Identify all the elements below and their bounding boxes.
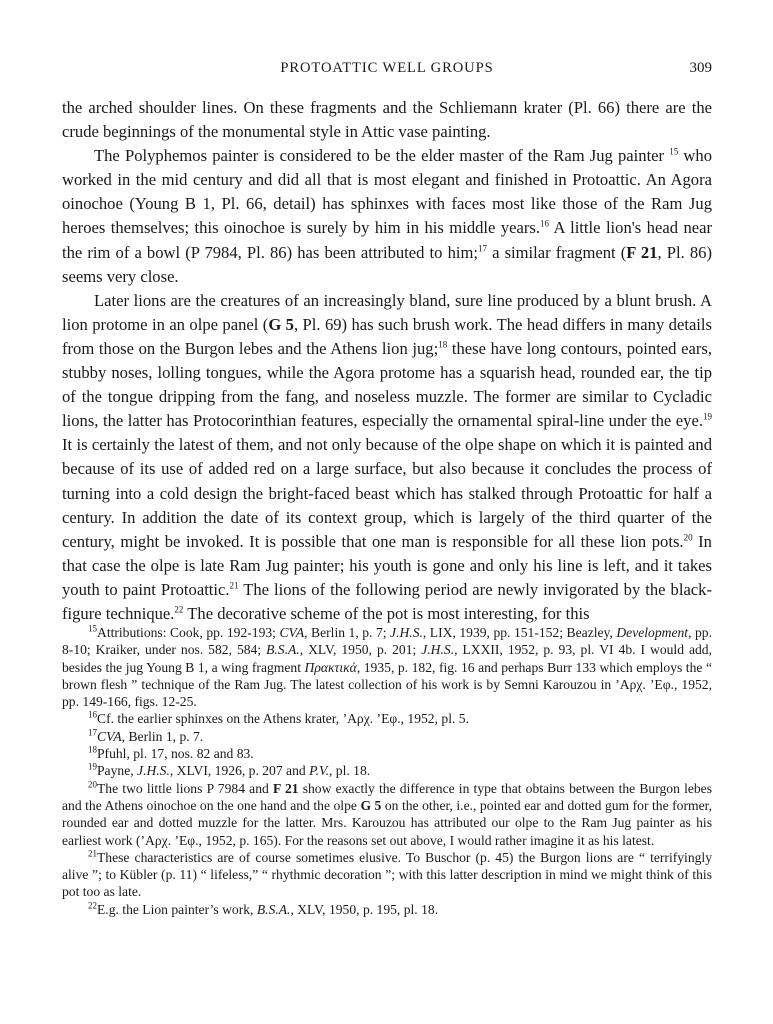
footnote-ref-19: 19 — [703, 411, 712, 422]
footnote-15 — [62, 624, 712, 710]
catalogue-ref: G 5 — [360, 797, 382, 813]
text: on the other, i.e., pointed ear and dotted gum for the former, rounded ear and dotted muzzle for the latter. Mrs. Karouzou has attributed our olpe to the Ram Jug painter as his earliest work (’Αρχ. ’Εφ., 1952, p. 165). For the reasons set out above, I would rather imagine it as his latest. — [62, 797, 712, 848]
paragraph-3 — [62, 289, 712, 626]
footnote-ref-22: 22 — [174, 604, 184, 615]
catalogue-ref: F 21 — [626, 242, 658, 262]
footnote-16 — [62, 710, 712, 727]
page-number: 309 — [689, 60, 712, 76]
text: , Berlin 1, p. 7; — [304, 625, 391, 640]
text: The lions of the following period are newly invigorated by the black-figure technique. — [62, 579, 712, 623]
footnote-ref-16: 16 — [540, 218, 550, 229]
text: , pp. 8-10; Kraiker, under nos. 582, 584; — [62, 625, 712, 658]
text: a similar fragment ( — [487, 242, 627, 262]
text: Cf. the earlier sphinxes on the Athens krater, ’Αρχ. ’Εφ., 1952, pl. 5. — [97, 711, 469, 727]
text: The Polyphemos painter is considered to be the elder master of the Ram Jug painter — [94, 146, 670, 166]
footnote-number: 17 — [88, 727, 97, 738]
catalogue-ref: G 5 — [268, 314, 294, 334]
text: these have long contours, pointed ears, stubby noses, lolling tongues, while the Agora protome has a squarish head, rounded ear, the tip of the tongue dripping from the fang, and noseless muzzle. The former are similar to Cycladic lions, the latter has Protocorinthian features, especially the ornamental spiral-line under the eye. — [62, 338, 712, 431]
text: , 1935, p. 182, fig. 16 and perhaps Burr 133 which employs the “ brown flesh ” technique of the Ram Jug. The latest collection of his work is by Semni Karouzou in ’Αρχ. ’Εφ., 1952, pp. 149-166, figs. 12-25. — [62, 659, 712, 710]
footnote-20 — [62, 780, 712, 849]
footnote-number: 16 — [88, 709, 97, 720]
text: J.H.S. — [421, 642, 455, 658]
paragraph-2 — [62, 144, 712, 289]
footnote-ref-17: 17 — [478, 243, 487, 254]
text: , XLV, 1950, p. 201; — [299, 642, 422, 658]
text: Attributions: Cook, pp. 192-193; — [97, 625, 280, 640]
text: CVA — [97, 728, 122, 744]
text: , pl. 18. — [328, 763, 371, 779]
running-head: PROTOATTIC WELL GROUPS — [280, 60, 494, 76]
text: B.S.A. — [256, 901, 291, 917]
text: Payne, — [97, 763, 138, 779]
footnote-22 — [62, 901, 712, 918]
footnote-ref-21: 21 — [229, 580, 239, 591]
text: The decorative scheme of the pot is most interesting, for this — [183, 603, 590, 623]
footnote-number: 21 — [88, 848, 97, 859]
text: , Berlin 1, p. 7. — [121, 728, 204, 744]
text: , XLVI, 1926, p. 207 and — [169, 763, 310, 779]
text: who worked in the mid century and did all that is most elegant and finished in Protoattic. An Agora oinochoe (Young B 1, Pl. 66, detail) has sphinxes with faces most like those of the Ram Jug heroes themselves; this oinochoe is surely by him in his middle years. — [62, 146, 712, 238]
text: , Pl. 86) seems very close. — [62, 242, 712, 286]
text: A little lion's head near the rim of a bowl (P 7984, Pl. 86) has been attributed to him; — [62, 218, 712, 262]
footnote-21 — [62, 849, 712, 901]
text: the arched shoulder lines. On these fragments and the Schliemann krater (Pl. 66) there are the crude beginnings of the monumental style in Attic vase painting. — [62, 98, 712, 142]
text: Development — [616, 625, 689, 640]
text: , XLV, 1950, p. 195, pl. 18. — [290, 901, 439, 917]
footnote-ref-20: 20 — [683, 532, 693, 543]
paragraph-1 — [62, 96, 712, 144]
text: It is certainly the latest of them, and not only because of the olpe shape on which it is painted and because of its use of added red on a large surface, but also because it concludes the process of turning into a cold design the bright-faced beast which has stalked through Protoattic for half a century. In addition the date of its context group, which is largely of the third quarter of the century, might be invoked. It is possible that one man is responsible for all these lion pots. — [62, 435, 712, 551]
text: These characteristics are of course sometimes elusive. To Buschor (p. 45) the Burgon lions are “ terrifyingly alive ”; to Kübler (p. 11) “ lifeless,” “ rhythmic decoration ”; with this latter description in mind we might think of this pot too as late. — [62, 849, 712, 900]
page-header — [62, 60, 712, 80]
footnote-number: 20 — [88, 779, 97, 790]
text: , LIX, 1939, pp. 151-152; Beazley, — [422, 625, 617, 640]
body-text — [62, 96, 712, 626]
text: show exactly the difference in type that obtains between the Burgon lebes and the Athens oinochoe on the one hand and the olpe — [62, 780, 713, 813]
text: The two little lions P 7984 and — [97, 780, 273, 796]
footnote-number: 19 — [88, 761, 97, 772]
footnotes — [62, 624, 712, 918]
footnote-number: 22 — [88, 900, 97, 911]
footnote-number: 15 — [88, 623, 97, 634]
text: CVA — [279, 625, 305, 640]
text: J.H.S. — [390, 625, 423, 640]
text: In that case the olpe is late Ram Jug painter; his youth is gone and only his line is left, and it takes youth to paint Protoattic. — [62, 531, 712, 599]
text: J.H.S. — [137, 763, 170, 779]
text: Πρακτικά — [304, 659, 357, 675]
text: P.V. — [309, 763, 329, 779]
text: , LXXII, 1952, p. 93, pl. VI 4b. I would add, besides the jug Young B 1, a wing fragment — [62, 642, 712, 675]
text: , Pl. 69) has such brush work. The head differs in many details from those on the Burgon lebes and the Athens lion jug; — [62, 314, 712, 358]
footnote-ref-15: 15 — [669, 146, 679, 157]
text: B.S.A. — [266, 642, 300, 658]
footnote-19 — [62, 762, 712, 779]
text: Later lions are the creatures of an increasingly bland, sure line produced by a blunt brush. A lion protome in an olpe panel ( — [62, 290, 712, 334]
footnote-18 — [62, 745, 712, 762]
footnote-number: 18 — [88, 744, 97, 755]
text: Pfuhl, pl. 17, nos. 82 and 83. — [97, 746, 254, 762]
text: E.g. the Lion painter’s work, — [97, 901, 257, 917]
catalogue-ref: F 21 — [272, 780, 299, 796]
footnote-17 — [62, 728, 712, 745]
footnote-ref-18: 18 — [438, 339, 448, 350]
